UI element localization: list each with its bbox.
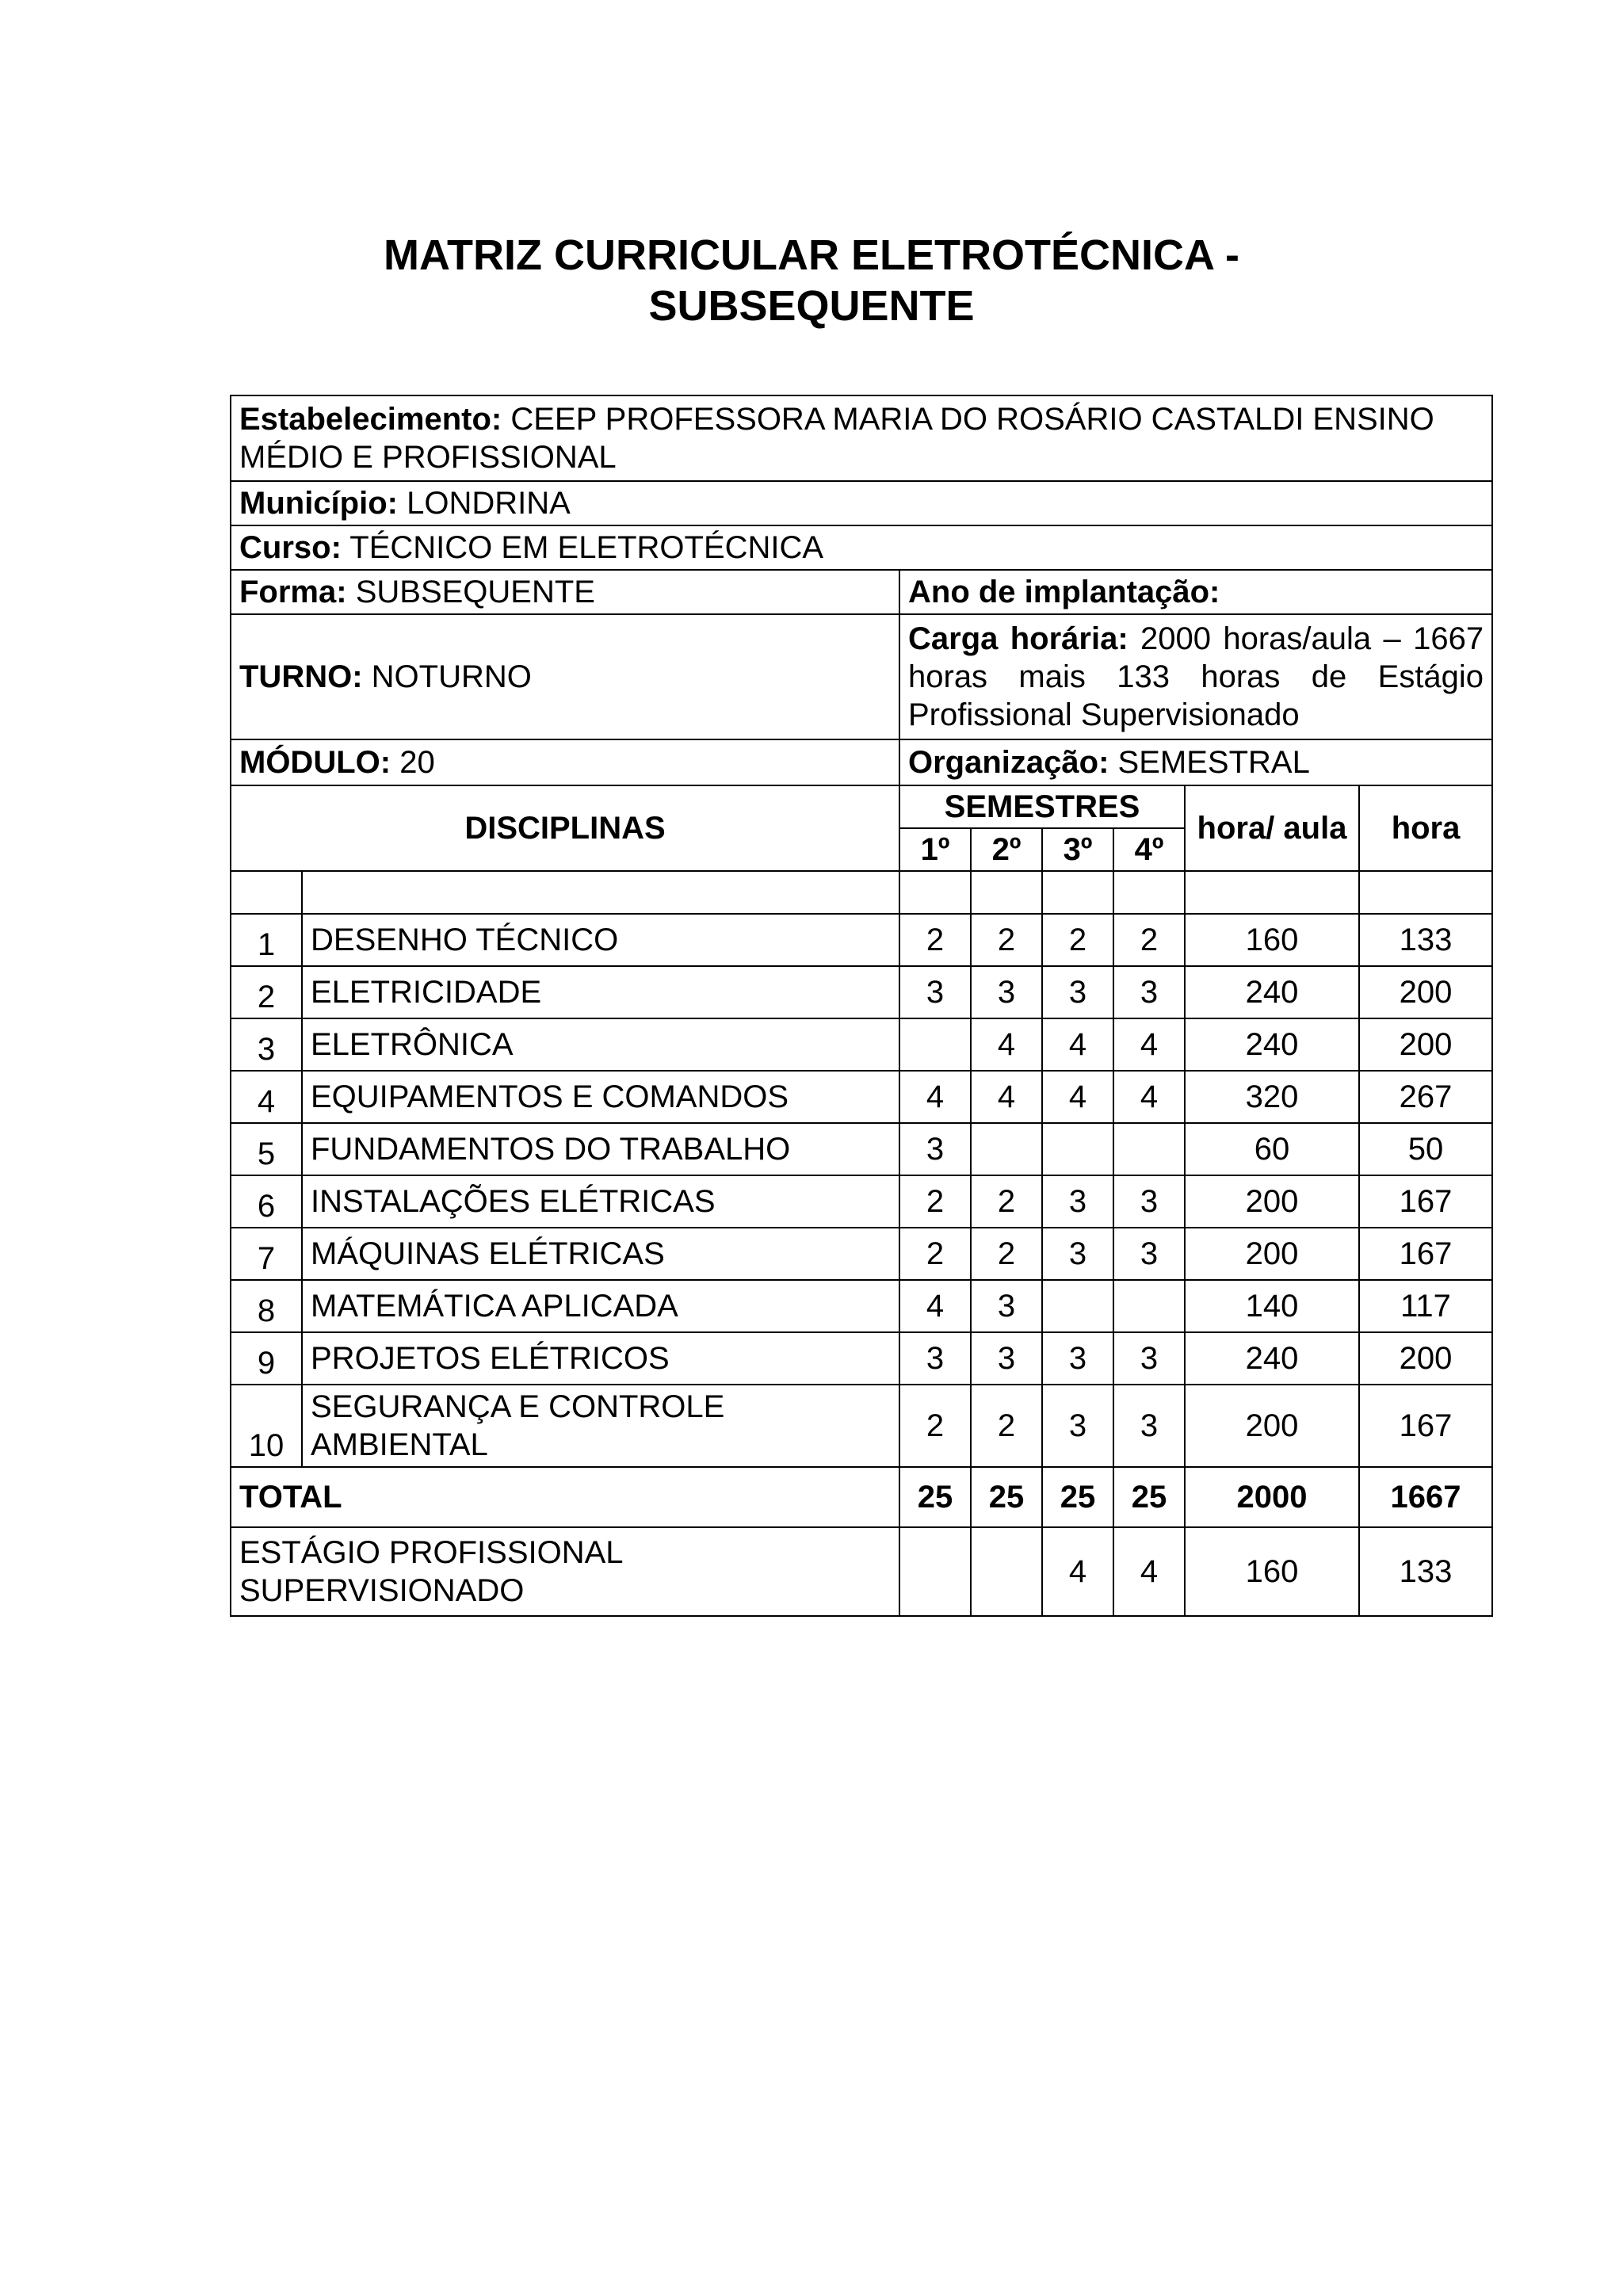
carga-label: Carga horária:	[908, 621, 1128, 656]
hora-value: 167	[1359, 1228, 1492, 1280]
spacer-cell	[302, 871, 899, 914]
modulo-cell	[231, 739, 899, 785]
semester-2-value: 4	[971, 1071, 1042, 1123]
semester-3-value: 4	[1042, 1018, 1113, 1071]
spacer-cell	[899, 871, 971, 914]
estabelecimento-value: CEEP PROFESSORA MARIA DO ROSÁRIO CASTALDI ENSINO MÉDIO E PROFISSIONAL	[239, 402, 1434, 475]
spacer-cell	[1359, 871, 1492, 914]
hora-aula-header: hora/ aula	[1185, 785, 1359, 871]
discipline-name: MÁQUINAS ELÉTRICAS	[302, 1228, 899, 1280]
hora-aula-value: 140	[1185, 1280, 1359, 1332]
municipio-cell	[231, 481, 1492, 525]
semester-2-value: 2	[971, 914, 1042, 966]
hora-aula-value: 200	[1185, 1228, 1359, 1280]
semester-3-value	[1042, 1123, 1113, 1175]
semester-3-value: 2	[1042, 914, 1113, 966]
semester-2-value: 2	[971, 1175, 1042, 1228]
estabelecimento-row	[231, 395, 1492, 481]
estagio-label: ESTÁGIO PROFISSIONAL SUPERVISIONADO	[231, 1527, 899, 1616]
semester-1-value	[899, 1018, 971, 1071]
hora-value: 200	[1359, 1018, 1492, 1071]
modulo-row	[231, 739, 1492, 785]
header-row-1	[231, 785, 1492, 828]
estagio-row	[231, 1527, 1492, 1616]
table-row	[231, 914, 1492, 966]
semester-1-value: 3	[899, 966, 971, 1018]
semester-1-value: 2	[899, 1175, 971, 1228]
organizacao-value: SEMESTRAL	[1117, 745, 1310, 780]
discipline-name: SEGURANÇA E CONTROLE AMBIENTAL	[302, 1385, 899, 1467]
hora-value: 117	[1359, 1280, 1492, 1332]
hora-value: 133	[1359, 914, 1492, 966]
forma-label: Forma:	[239, 575, 347, 609]
estagio-semester-1	[899, 1527, 971, 1616]
semester-1-value: 4	[899, 1071, 971, 1123]
semester-3-value: 3	[1042, 1228, 1113, 1280]
semester-3-value: 3	[1042, 1332, 1113, 1385]
semester-2-value: 2	[971, 1385, 1042, 1467]
spacer-cell	[971, 871, 1042, 914]
semester-4-value	[1113, 1280, 1185, 1332]
semester-2-value	[971, 1123, 1042, 1175]
hora-aula-value: 320	[1185, 1071, 1359, 1123]
turno-value: NOTURNO	[371, 659, 532, 694]
ano-cell	[899, 570, 1492, 614]
semester-2-header: 2º	[971, 828, 1042, 871]
municipio-row	[231, 481, 1492, 525]
table-row	[231, 1228, 1492, 1280]
semester-2-value: 2	[971, 1228, 1042, 1280]
hora-aula-value: 160	[1185, 914, 1359, 966]
hora-value: 200	[1359, 1332, 1492, 1385]
semester-4-value: 3	[1113, 1332, 1185, 1385]
turno-label: TURNO:	[239, 659, 363, 694]
semester-3-header: 3º	[1042, 828, 1113, 871]
municipio-label: Município:	[239, 486, 398, 521]
row-number: 9	[231, 1332, 302, 1385]
carga-value: 2000 horas/aula – 1667 horas mais 133 horas de Estágio Profissional Supervisionado	[908, 621, 1484, 732]
title-line-2: SUBSEQUENTE	[648, 282, 975, 330]
table-row	[231, 1385, 1492, 1467]
hora-aula-value: 200	[1185, 1385, 1359, 1467]
row-number: 2	[231, 966, 302, 1018]
curso-label: Curso:	[239, 530, 342, 565]
total-label: TOTAL	[231, 1467, 899, 1527]
total-hora-aula: 2000	[1185, 1467, 1359, 1527]
semester-3-value: 3	[1042, 966, 1113, 1018]
curso-cell	[231, 525, 1492, 570]
ano-label: Ano de implantação:	[908, 575, 1220, 609]
table-row	[231, 1280, 1492, 1332]
total-semester-1: 25	[899, 1467, 971, 1527]
curso-row	[231, 525, 1492, 570]
semester-4-value: 3	[1113, 1228, 1185, 1280]
semester-2-value: 3	[971, 1280, 1042, 1332]
semester-3-value	[1042, 1280, 1113, 1332]
semester-4-value: 4	[1113, 1018, 1185, 1071]
estagio-semester-3: 4	[1042, 1527, 1113, 1616]
row-number: 1	[231, 914, 302, 966]
total-semester-4: 25	[1113, 1467, 1185, 1527]
forma-cell	[231, 570, 899, 614]
semester-1-value: 2	[899, 914, 971, 966]
semester-1-value: 3	[899, 1332, 971, 1385]
estagio-semester-4: 4	[1113, 1527, 1185, 1616]
discipline-name: DESENHO TÉCNICO	[302, 914, 899, 966]
forma-value: SUBSEQUENTE	[355, 575, 595, 609]
spacer-cell	[231, 871, 302, 914]
table-row	[231, 966, 1492, 1018]
organizacao-label: Organização:	[908, 745, 1109, 780]
curso-value: TÉCNICO EM ELETROTÉCNICA	[349, 530, 824, 565]
estabelecimento-label: Estabelecimento:	[239, 402, 502, 437]
table-row	[231, 1175, 1492, 1228]
semester-1-value: 2	[899, 1228, 971, 1280]
page-title	[0, 230, 1623, 331]
hora-value: 267	[1359, 1071, 1492, 1123]
total-hora: 1667	[1359, 1467, 1492, 1527]
discipline-name: ELETRÔNICA	[302, 1018, 899, 1071]
discipline-name: ELETRICIDADE	[302, 966, 899, 1018]
total-row	[231, 1467, 1492, 1527]
semester-1-value: 3	[899, 1123, 971, 1175]
hora-aula-value: 200	[1185, 1175, 1359, 1228]
row-number: 4	[231, 1071, 302, 1123]
semester-3-value: 3	[1042, 1175, 1113, 1228]
row-number: 3	[231, 1018, 302, 1071]
semester-3-value: 3	[1042, 1385, 1113, 1467]
semester-3-value: 4	[1042, 1071, 1113, 1123]
discipline-name: FUNDAMENTOS DO TRABALHO	[302, 1123, 899, 1175]
hora-value: 167	[1359, 1385, 1492, 1467]
forma-row	[231, 570, 1492, 614]
hora-aula-value: 60	[1185, 1123, 1359, 1175]
row-number: 10	[231, 1385, 302, 1467]
title-line-1: MATRIZ CURRICULAR ELETROTÉCNICA -	[384, 231, 1239, 279]
semester-4-value: 3	[1113, 966, 1185, 1018]
disciplinas-header: DISCIPLINAS	[231, 785, 899, 871]
hora-header: hora	[1359, 785, 1492, 871]
semester-4-value: 3	[1113, 1385, 1185, 1467]
table-row	[231, 1018, 1492, 1071]
semester-2-value: 4	[971, 1018, 1042, 1071]
semester-2-value: 3	[971, 1332, 1042, 1385]
discipline-name: INSTALAÇÕES ELÉTRICAS	[302, 1175, 899, 1228]
spacer-cell	[1185, 871, 1359, 914]
row-number: 7	[231, 1228, 302, 1280]
hora-value: 167	[1359, 1175, 1492, 1228]
total-semester-2: 25	[971, 1467, 1042, 1527]
semester-1-value: 4	[899, 1280, 971, 1332]
organizacao-cell	[899, 739, 1492, 785]
semestres-header: SEMESTRES	[899, 785, 1185, 828]
estagio-hora: 133	[1359, 1527, 1492, 1616]
carga-cell	[899, 614, 1492, 739]
row-number: 5	[231, 1123, 302, 1175]
turno-cell	[231, 614, 899, 739]
row-number: 8	[231, 1280, 302, 1332]
hora-value: 50	[1359, 1123, 1492, 1175]
total-semester-3: 25	[1042, 1467, 1113, 1527]
discipline-name: PROJETOS ELÉTRICOS	[302, 1332, 899, 1385]
semester-4-value: 2	[1113, 914, 1185, 966]
curriculum-table	[230, 395, 1493, 1617]
hora-aula-value: 240	[1185, 1018, 1359, 1071]
semester-4-value: 3	[1113, 1175, 1185, 1228]
spacer-row	[231, 871, 1492, 914]
semester-1-value: 2	[899, 1385, 971, 1467]
municipio-value: LONDRINA	[407, 486, 571, 521]
semester-4-value	[1113, 1123, 1185, 1175]
estagio-hora-aula: 160	[1185, 1527, 1359, 1616]
row-number: 6	[231, 1175, 302, 1228]
hora-aula-value: 240	[1185, 1332, 1359, 1385]
table-row	[231, 1332, 1492, 1385]
discipline-name: MATEMÁTICA APLICADA	[302, 1280, 899, 1332]
hora-value: 200	[1359, 966, 1492, 1018]
spacer-cell	[1042, 871, 1113, 914]
modulo-label: MÓDULO:	[239, 745, 391, 780]
semester-4-header: 4º	[1113, 828, 1185, 871]
estagio-semester-2	[971, 1527, 1042, 1616]
semester-2-value: 3	[971, 966, 1042, 1018]
discipline-name: EQUIPAMENTOS E COMANDOS	[302, 1071, 899, 1123]
table-row	[231, 1071, 1492, 1123]
modulo-value: 20	[399, 745, 435, 780]
hora-aula-value: 240	[1185, 966, 1359, 1018]
semester-1-header: 1º	[899, 828, 971, 871]
table-row	[231, 1123, 1492, 1175]
spacer-cell	[1113, 871, 1185, 914]
turno-row	[231, 614, 1492, 739]
estabelecimento-cell	[231, 395, 1492, 481]
semester-4-value: 4	[1113, 1071, 1185, 1123]
